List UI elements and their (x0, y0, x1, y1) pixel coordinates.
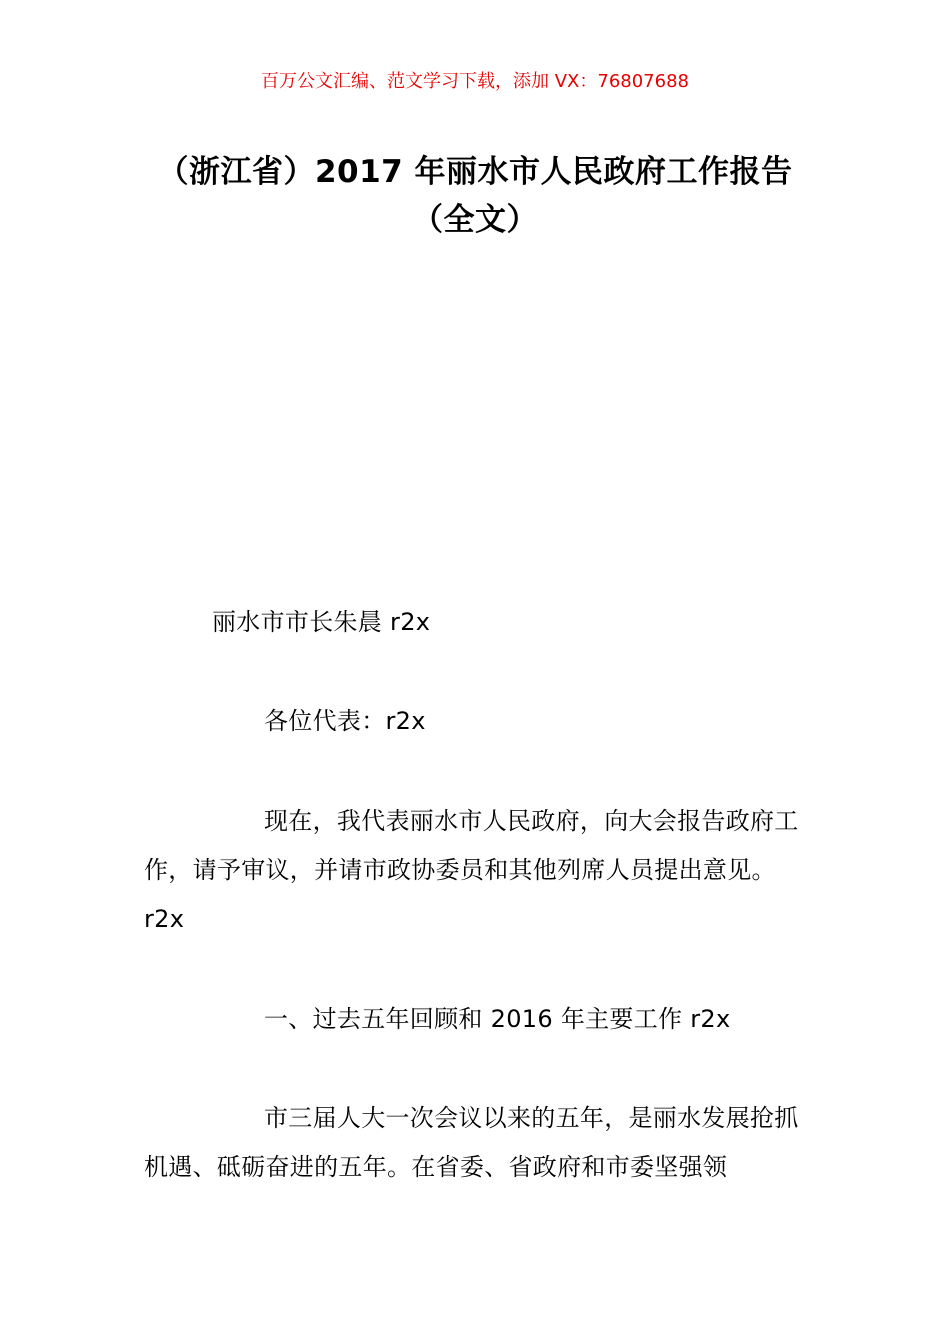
body-paragraph: 市三届人大一次会议以来的五年，是丽水发展抢抓机遇、砥砺奋进的五年。在省委、省政府和市委坚强领 (144, 1104, 799, 1181)
section-heading: 一、过去五年回顾和 2016 年主要工作 r2x (264, 1005, 731, 1033)
document-title: （浙江省）2017 年丽水市人民政府工作报告（全文） (157, 154, 793, 238)
author-line: 丽水市市长朱晨 r2x (212, 608, 431, 636)
body-paragraph: 现在，我代表丽水市人民政府，向大会报告政府工作，请予审议，并请市政协委员和其他列席人员提出意见。r2x (144, 807, 799, 933)
salutation: 各位代表：r2x (264, 707, 426, 735)
header-promo-note: 百万公文汇编、范文学习下载，添加 VX：76807688 (261, 71, 689, 92)
